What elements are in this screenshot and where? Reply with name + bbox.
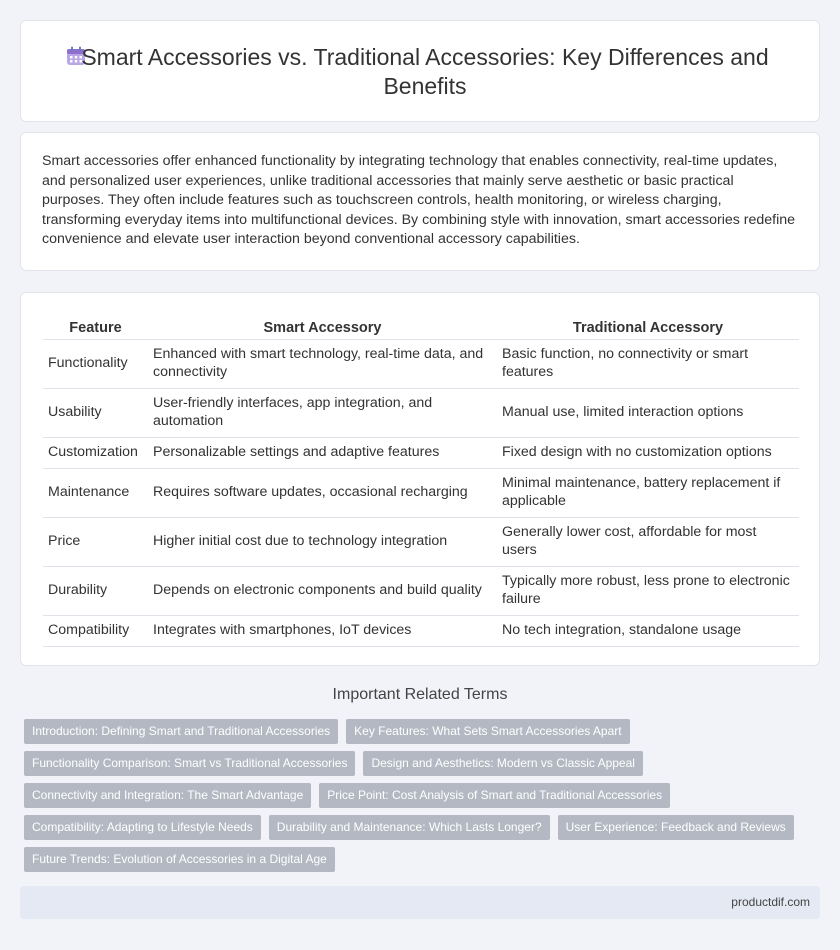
column-header-feature: Feature bbox=[43, 313, 148, 339]
footer-site-link[interactable]: productdif.com bbox=[731, 895, 810, 909]
related-term-tag[interactable]: Functionality Comparison: Smart vs Traditional Accessories bbox=[24, 751, 355, 776]
related-term-tag[interactable]: Compatibility: Adapting to Lifestyle Needs bbox=[24, 815, 261, 840]
table-cell: Customization bbox=[43, 437, 148, 468]
table-row bbox=[43, 437, 799, 468]
page-title: Smart Accessories vs. Traditional Accessories: Key Differences and Benefits bbox=[81, 44, 769, 99]
table-cell: Depends on electronic components and build quality bbox=[148, 566, 497, 615]
table-row bbox=[43, 517, 799, 566]
column-header-smart: Smart Accessory bbox=[148, 313, 497, 339]
intro-paragraph: Smart accessories offer enhanced functionality by integrating technology that enables connectivity, real-time updates, and personalized user experiences, unlike traditional accessories that mainly serve aesthetic or basic practical purposes. They often include features such as touchscreen controls, health monitoring, or wireless charging, transforming everyday items into multifunctional devices. By combining style with innovation, smart accessories redefine convenience and elevate user interaction beyond conventional accessory capabilities. bbox=[42, 153, 796, 248]
related-term-tag[interactable]: Key Features: What Sets Smart Accessories Apart bbox=[346, 719, 629, 744]
table-cell: Durability bbox=[43, 566, 148, 615]
table-cell: Manual use, limited interaction options bbox=[497, 388, 799, 437]
table-cell: Basic function, no connectivity or smart features bbox=[497, 339, 799, 388]
column-header-traditional: Traditional Accessory bbox=[497, 313, 799, 339]
intro-card bbox=[20, 132, 820, 271]
table-cell: User-friendly interfaces, app integration, and automation bbox=[148, 388, 497, 437]
related-term-tag[interactable]: Connectivity and Integration: The Smart Advantage bbox=[24, 783, 311, 808]
table-cell: Fixed design with no customization options bbox=[497, 437, 799, 468]
table-cell: Typically more robust, less prone to electronic failure bbox=[497, 566, 799, 615]
related-terms-list bbox=[24, 719, 824, 879]
related-term-tag[interactable]: Future Trends: Evolution of Accessories in a Digital Age bbox=[24, 847, 335, 872]
table-cell: Personalizable settings and adaptive features bbox=[148, 437, 497, 468]
related-term-tag[interactable]: Price Point: Cost Analysis of Smart and Traditional Accessories bbox=[319, 783, 670, 808]
related-term-tag[interactable]: User Experience: Feedback and Reviews bbox=[558, 815, 794, 840]
related-term-tag[interactable]: Durability and Maintenance: Which Lasts Longer? bbox=[269, 815, 550, 840]
table-cell: Higher initial cost due to technology integration bbox=[148, 517, 497, 566]
related-term-tag[interactable]: Introduction: Defining Smart and Traditional Accessories bbox=[24, 719, 338, 744]
table-cell: Requires software updates, occasional recharging bbox=[148, 468, 497, 517]
related-terms-title: Important Related Terms bbox=[332, 686, 508, 703]
table-cell: Maintenance bbox=[43, 468, 148, 517]
table-cell: Enhanced with smart technology, real-time data, and connectivity bbox=[148, 339, 497, 388]
table-row bbox=[43, 615, 799, 646]
table-cell: Minimal maintenance, battery replacement if applicable bbox=[497, 468, 799, 517]
table-cell: Functionality bbox=[43, 339, 148, 388]
table-cell: Compatibility bbox=[43, 615, 148, 646]
table-cell: Generally lower cost, affordable for most users bbox=[497, 517, 799, 566]
header-card bbox=[20, 20, 820, 122]
related-term-tag[interactable]: Design and Aesthetics: Modern vs Classic Appeal bbox=[363, 751, 642, 776]
table-row bbox=[43, 388, 799, 437]
footer bbox=[20, 886, 820, 919]
table-cell: Usability bbox=[43, 388, 148, 437]
table-cell: Integrates with smartphones, IoT devices bbox=[148, 615, 497, 646]
table-header-row bbox=[43, 313, 799, 339]
comparison-table-card bbox=[20, 292, 820, 666]
table-row bbox=[43, 468, 799, 517]
table-row bbox=[43, 339, 799, 388]
table-row bbox=[43, 566, 799, 615]
table-cell: No tech integration, standalone usage bbox=[497, 615, 799, 646]
comparison-table bbox=[43, 313, 799, 647]
table-cell: Price bbox=[43, 517, 148, 566]
